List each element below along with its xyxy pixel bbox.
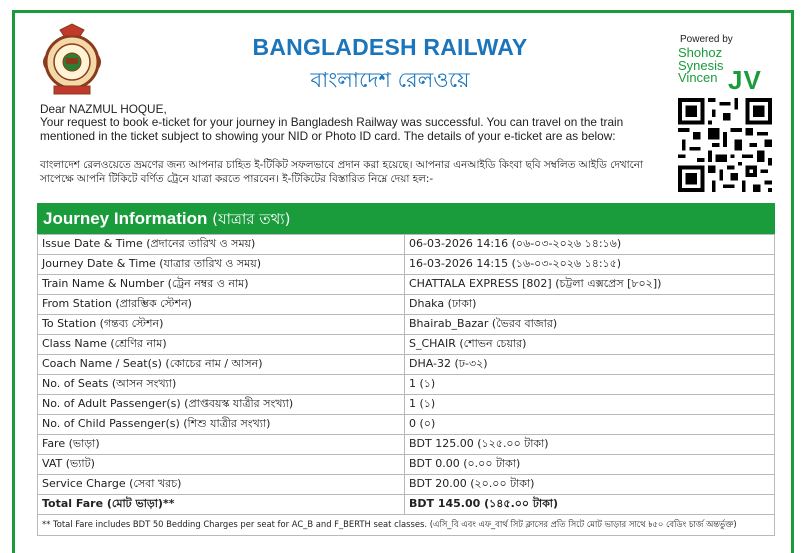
greeting: Dear NAZMUL HOQUE, <box>40 102 167 116</box>
row-value: BDT 145.00 (১৪৫.০০ টাকা) <box>405 495 775 515</box>
bedding-charge-note: ** Total Fare includes BDT 50 Bedding Charges per seat for AC_B and F_BERTH seat classes. (এসি_বি এবং এফ_বার্থ সিট ক্লাসের প্রতি সিটে মোট ভাড়ার সাথে ৳৫০ বেডিং চার্জ অন্তর্ভুক্ত) <box>37 515 775 536</box>
journey-information-section <box>37 203 775 536</box>
row-label: From Station (প্রারম্ভিক স্টেশন) <box>38 295 405 315</box>
table-row <box>38 395 775 415</box>
partner-name-line-3: Vincen <box>678 70 718 85</box>
row-value: 0 (০) <box>405 415 775 435</box>
row-value: Dhaka (ঢাকা) <box>405 295 775 315</box>
row-value: CHATTALA EXPRESS [802] (চট্টলা এক্সপ্রেস [৮০২]) <box>405 275 775 295</box>
row-label: To Station (গন্তব্য স্টেশন) <box>38 315 405 335</box>
row-label: No. of Child Passenger(s) (শিশু যাত্রীর সংখ্যা) <box>38 415 405 435</box>
row-value: 1 (১) <box>405 375 775 395</box>
table-row <box>38 315 775 335</box>
table-row <box>38 375 775 395</box>
journey-table <box>37 234 775 515</box>
row-label: No. of Adult Passenger(s) (প্রাপ্তবয়স্ক যাত্রীর সংখ্যা) <box>38 395 405 415</box>
row-value: BDT 20.00 (২০.০০ টাকা) <box>405 475 775 495</box>
table-row <box>38 435 775 455</box>
row-value: 06-03-2026 14:16 (০৬-০৩-২০২৬ ১৪:১৬) <box>405 235 775 255</box>
intro-text-bn: বাংলাদেশ রেলওয়েতে ভ্রমণের জন্য আপনার চাহিত ই-টিকিট সফলভাবে প্রদান করা হয়েছে। আপনার এনআইডি কিংবা ছবি সম্বলিত আইডি দেখানো সাপেক্ষে আপনি টিকিটে বর্ণিত ট্রেনে যাত্রা করতে পারবেন। ই-টিকিটের বিস্তারিত নিম্নে দেয়া হল:- <box>40 159 644 185</box>
total-fare-row <box>38 495 775 515</box>
table-row <box>38 355 775 375</box>
table-row <box>38 275 775 295</box>
brand-block <box>200 34 580 99</box>
row-value: Bhairab_Bazar (ভৈরব বাজার) <box>405 315 775 335</box>
journey-title-bn: (যাত্রার তথ্য) <box>212 210 291 228</box>
partner-jv-mark: JV <box>728 65 762 95</box>
bangladesh-railway-emblem-icon <box>40 22 104 98</box>
row-label: VAT (ভ্যাট) <box>38 455 405 475</box>
table-row <box>38 295 775 315</box>
row-label: Journey Date & Time (যাত্রার তারিখ ও সময়) <box>38 255 405 275</box>
partner-name-line-1: Shohoz <box>678 45 723 60</box>
row-label: Issue Date & Time (প্রদানের তারিখ ও সময়) <box>38 235 405 255</box>
table-row <box>38 235 775 255</box>
intro-message: Your request to book e-ticket for your journey in Bangladesh Railway was successful. You can travel on the train mentioned in the ticket subject to showing your NID or Photo ID card. The details of your e-ticket are as below: <box>40 115 624 143</box>
row-value: BDT 125.00 (১২৫.০০ টাকা) <box>405 435 775 455</box>
table-row <box>38 335 775 355</box>
powered-by-label: Powered by <box>680 34 733 45</box>
intro-text-en <box>40 103 672 143</box>
partner-logo <box>678 47 788 97</box>
journey-information-header <box>37 203 775 234</box>
row-label: Train Name & Number (ট্রেন নম্বর ও নাম) <box>38 275 405 295</box>
row-label: Service Charge (সেবা খরচ) <box>38 475 405 495</box>
row-value: DHA-32 (ঢ-৩২) <box>405 355 775 375</box>
partner-name-line-2: Synesis <box>678 57 724 73</box>
brand-name-bn: বাংলাদেশ রেলওয়ে <box>310 68 470 92</box>
powered-by-block <box>678 34 788 97</box>
row-label: No. of Seats (আসন সংখ্যা) <box>38 375 405 395</box>
journey-title: Journey Information <box>43 209 208 228</box>
row-label: Fare (ভাড়া) <box>38 435 405 455</box>
row-label: Class Name (শ্রেণির নাম) <box>38 335 405 355</box>
table-row <box>38 415 775 435</box>
qr-code-icon <box>678 98 772 192</box>
row-value: S_CHAIR (শোভন চেয়ার) <box>405 335 775 355</box>
row-value: BDT 0.00 (০.০০ টাকা) <box>405 455 775 475</box>
table-row <box>38 255 775 275</box>
row-label: Coach Name / Seat(s) (কোচের নাম / আসন) <box>38 355 405 375</box>
row-value: 16-03-2026 14:15 (১৬-০৩-২০২৬ ১৪:১৫) <box>405 255 775 275</box>
row-label: Total Fare (মোট ভাড়া)** <box>38 495 405 515</box>
table-row <box>38 475 775 495</box>
table-row <box>38 455 775 475</box>
brand-name-en: BANGLADESH RAILWAY <box>252 34 528 60</box>
row-value: 1 (১) <box>405 395 775 415</box>
